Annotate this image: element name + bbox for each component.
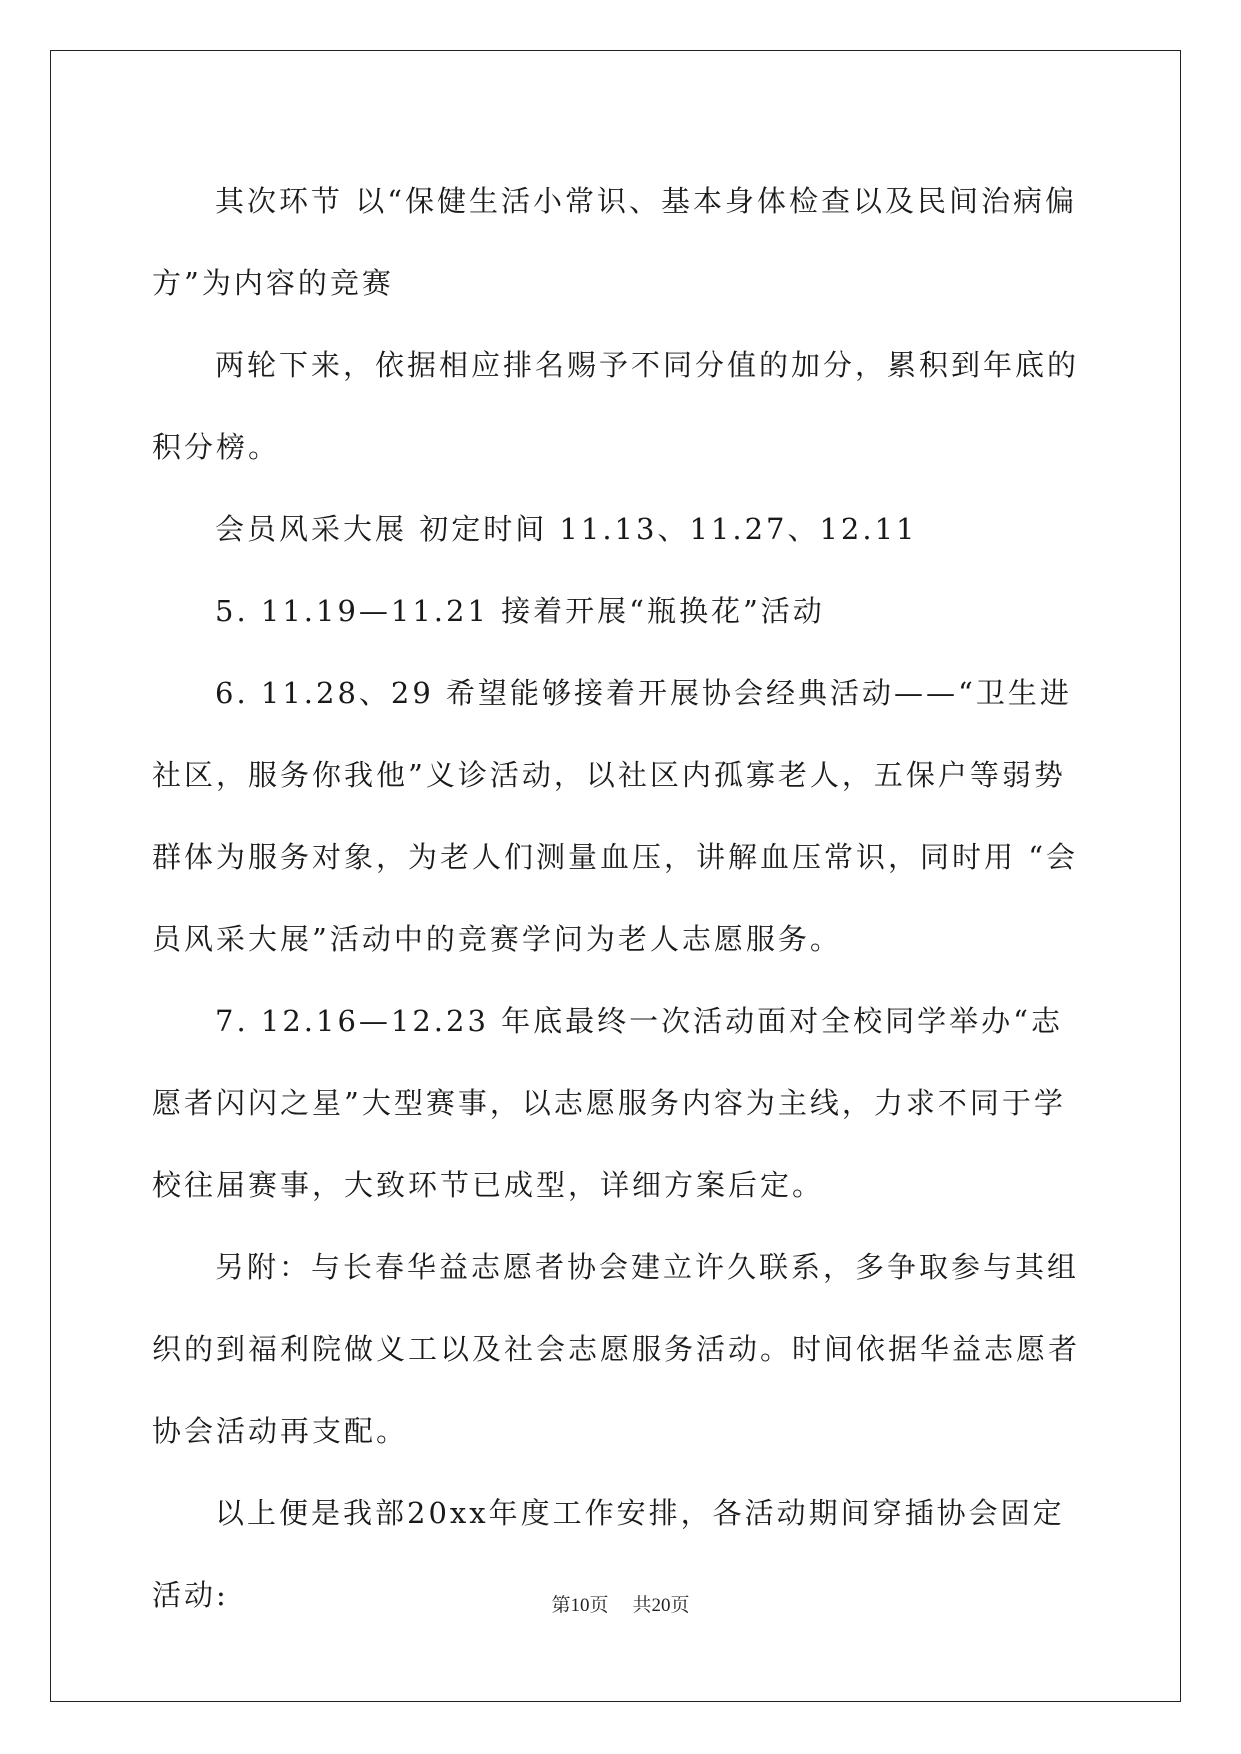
page-number-total: 共20页 <box>632 1595 690 1616</box>
paragraph-6: 7. 12.16—12.23 年底最终一次活动面对全校同学举办“志愿者闪闪之星”大型赛事，以志愿服务内容为主线，力求不同于学校往届赛事，大致环节已成型，详细方案后定。 <box>152 1004 1066 1202</box>
document-body <box>152 160 1092 1636</box>
page-number-current: 第10页 <box>551 1595 609 1616</box>
page-footer <box>0 1590 1241 1617</box>
paragraph-7: 另附：与长春华益志愿者协会建立许久联系，多争取参与其组织的到福利院做义工以及社会志愿服务活动。时间依据华益志愿者协会活动再支配。 <box>152 1250 1081 1448</box>
paragraph-8: 以上便是我部20xx年度工作安排，各活动期间穿插协会固定活动: <box>152 1496 1065 1612</box>
paragraph-5: 6. 11.28、29 希望能够接着开展协会经典活动——“卫生进社区，服务你我他”义诊活动，以社区内孤寡老人，五保户等弱势群体为服务对象，为老人们测量血压，讲解血压常识，同时用 “会员风采大展”活动中的竞赛学问为老人志愿服务。 <box>152 676 1079 956</box>
paragraph-4: 5. 11.19—11.21 接着开展“瓶换花”活动 <box>215 594 825 628</box>
paragraph-2: 两轮下来，依据相应排名赐予不同分值的加分，累积到年底的积分榜。 <box>152 348 1080 464</box>
paragraph-1: 其次环节 以“保健生活小常识、基本身体检查以及民间治病偏方”为内容的竞赛 <box>152 184 1078 300</box>
paragraph-3: 会员风采大展 初定时间 11.13、11.27、12.11 <box>215 512 918 546</box>
